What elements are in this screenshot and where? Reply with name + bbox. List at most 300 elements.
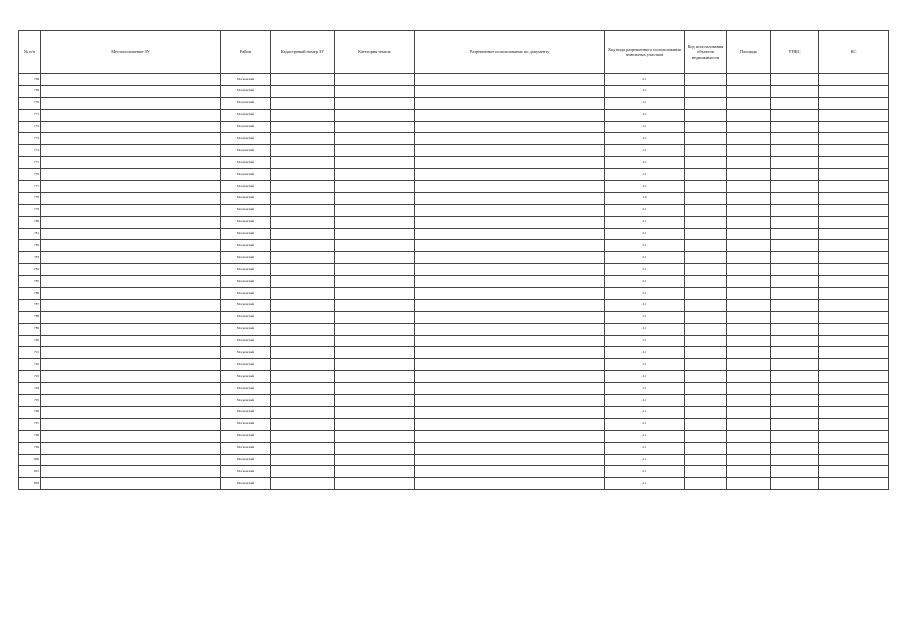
- cell-land-category: [335, 442, 415, 454]
- cell-property-code: [685, 121, 727, 133]
- cell-district: Московский: [221, 299, 271, 311]
- cell-district: Московский: [221, 288, 271, 300]
- cell-cadastral-number: [271, 359, 335, 371]
- cell-number: 779: [19, 204, 41, 216]
- cell-district: Московский: [221, 359, 271, 371]
- cell-property-code: [685, 299, 727, 311]
- cell-use-code: 2.1: [605, 359, 685, 371]
- cell-property-code: [685, 181, 727, 193]
- cell-location: [41, 97, 221, 109]
- cell-ks: [819, 299, 889, 311]
- cell-land-category: [335, 157, 415, 169]
- cell-permitted-use: [415, 121, 605, 133]
- cell-land-category: [335, 85, 415, 97]
- cell-area: [727, 97, 771, 109]
- cell-upks: [771, 442, 819, 454]
- cell-land-category: [335, 74, 415, 86]
- cell-property-code: [685, 311, 727, 323]
- cell-ks: [819, 276, 889, 288]
- cell-cadastral-number: [271, 383, 335, 395]
- cell-land-category: [335, 204, 415, 216]
- cell-area: [727, 406, 771, 418]
- cell-district: Московский: [221, 395, 271, 407]
- cell-location: [41, 228, 221, 240]
- cell-property-code: [685, 85, 727, 97]
- cell-use-code: 2.1: [605, 157, 685, 169]
- cell-property-code: [685, 192, 727, 204]
- cell-ks: [819, 121, 889, 133]
- table-row: [19, 406, 889, 418]
- cell-cadastral-number: [271, 406, 335, 418]
- cell-cadastral-number: [271, 145, 335, 157]
- cell-number: 786: [19, 288, 41, 300]
- cell-land-category: [335, 371, 415, 383]
- cell-land-category: [335, 335, 415, 347]
- cell-cadastral-number: [271, 85, 335, 97]
- cell-property-code: [685, 442, 727, 454]
- cell-district: Московский: [221, 323, 271, 335]
- cell-cadastral-number: [271, 228, 335, 240]
- cell-property-code: [685, 157, 727, 169]
- cell-property-code: [685, 347, 727, 359]
- cell-area: [727, 442, 771, 454]
- table-row: [19, 323, 889, 335]
- cell-ks: [819, 335, 889, 347]
- cell-number: 782: [19, 240, 41, 252]
- cell-permitted-use: [415, 335, 605, 347]
- cell-area: [727, 133, 771, 145]
- cell-property-code: [685, 228, 727, 240]
- cell-ks: [819, 466, 889, 478]
- cell-use-code: 2.1: [605, 74, 685, 86]
- cell-use-code: 2.1: [605, 240, 685, 252]
- cell-land-category: [335, 109, 415, 121]
- table-row: [19, 74, 889, 86]
- cell-cadastral-number: [271, 181, 335, 193]
- table-row: [19, 252, 889, 264]
- header-land-category: Категория земель: [335, 31, 415, 74]
- cell-location: [41, 383, 221, 395]
- cell-number: 770: [19, 97, 41, 109]
- cell-area: [727, 276, 771, 288]
- cell-ks: [819, 347, 889, 359]
- cell-number: 790: [19, 335, 41, 347]
- cell-use-code: 2.1: [605, 216, 685, 228]
- cell-permitted-use: [415, 240, 605, 252]
- cell-cadastral-number: [271, 109, 335, 121]
- table-row: [19, 466, 889, 478]
- cell-use-code: 2.1: [605, 97, 685, 109]
- table-row: [19, 454, 889, 466]
- cell-upks: [771, 109, 819, 121]
- cell-cadastral-number: [271, 454, 335, 466]
- cell-land-category: [335, 252, 415, 264]
- cell-permitted-use: [415, 299, 605, 311]
- table-row: [19, 133, 889, 145]
- cell-use-code: 2.1: [605, 169, 685, 181]
- cell-cadastral-number: [271, 335, 335, 347]
- cell-district: Московский: [221, 276, 271, 288]
- cell-location: [41, 311, 221, 323]
- cell-use-code: 2.1: [605, 395, 685, 407]
- cell-cadastral-number: [271, 478, 335, 490]
- cell-location: [41, 181, 221, 193]
- header-cadastral-number: Кадастровый номер ЗУ: [271, 31, 335, 74]
- cell-permitted-use: [415, 145, 605, 157]
- cell-land-category: [335, 454, 415, 466]
- cell-location: [41, 442, 221, 454]
- cell-permitted-use: [415, 395, 605, 407]
- cell-cadastral-number: [271, 121, 335, 133]
- cell-area: [727, 288, 771, 300]
- cell-land-category: [335, 228, 415, 240]
- cell-permitted-use: [415, 74, 605, 86]
- cell-area: [727, 311, 771, 323]
- cell-number: 777: [19, 181, 41, 193]
- cell-location: [41, 299, 221, 311]
- cell-property-code: [685, 371, 727, 383]
- cell-property-code: [685, 145, 727, 157]
- table-row: [19, 97, 889, 109]
- cell-area: [727, 383, 771, 395]
- table-row: [19, 418, 889, 430]
- cell-cadastral-number: [271, 240, 335, 252]
- cell-upks: [771, 371, 819, 383]
- cell-district: Московский: [221, 145, 271, 157]
- cell-land-category: [335, 478, 415, 490]
- cell-cadastral-number: [271, 252, 335, 264]
- cell-number: 781: [19, 228, 41, 240]
- cell-upks: [771, 299, 819, 311]
- cell-land-category: [335, 133, 415, 145]
- cell-property-code: [685, 288, 727, 300]
- cell-property-code: [685, 252, 727, 264]
- cell-area: [727, 347, 771, 359]
- cell-location: [41, 133, 221, 145]
- cell-upks: [771, 395, 819, 407]
- header-permitted-use: Разрешенное использование по документу: [415, 31, 605, 74]
- cell-land-category: [335, 288, 415, 300]
- cell-location: [41, 85, 221, 97]
- cell-upks: [771, 192, 819, 204]
- cell-permitted-use: [415, 97, 605, 109]
- cell-location: [41, 264, 221, 276]
- table-row: [19, 395, 889, 407]
- cell-use-code: 2.1: [605, 323, 685, 335]
- cell-number: 775: [19, 157, 41, 169]
- cell-permitted-use: [415, 169, 605, 181]
- cell-use-code: 2.1: [605, 418, 685, 430]
- cell-property-code: [685, 466, 727, 478]
- cell-ks: [819, 395, 889, 407]
- header-district: Район: [221, 31, 271, 74]
- cell-district: Московский: [221, 109, 271, 121]
- cell-number: 769: [19, 85, 41, 97]
- cell-area: [727, 466, 771, 478]
- cell-permitted-use: [415, 276, 605, 288]
- cell-district: Московский: [221, 311, 271, 323]
- header-location: Местоположение ЗУ: [41, 31, 221, 74]
- cell-property-code: [685, 204, 727, 216]
- cell-number: 799: [19, 442, 41, 454]
- header-ks: КС: [819, 31, 889, 74]
- cell-cadastral-number: [271, 395, 335, 407]
- cell-use-code: 2.6: [605, 192, 685, 204]
- cell-land-category: [335, 145, 415, 157]
- table-row: [19, 109, 889, 121]
- cell-land-category: [335, 299, 415, 311]
- table-header: [19, 31, 889, 74]
- cell-location: [41, 454, 221, 466]
- cell-ks: [819, 228, 889, 240]
- cell-permitted-use: [415, 359, 605, 371]
- cell-use-code: 2.1: [605, 347, 685, 359]
- cell-cadastral-number: [271, 430, 335, 442]
- cell-location: [41, 347, 221, 359]
- cell-upks: [771, 323, 819, 335]
- cell-property-code: [685, 169, 727, 181]
- table-row: [19, 181, 889, 193]
- table-row: [19, 240, 889, 252]
- cell-district: Московский: [221, 252, 271, 264]
- cell-area: [727, 252, 771, 264]
- cell-land-category: [335, 276, 415, 288]
- header-area: Площадь: [727, 31, 771, 74]
- cell-upks: [771, 383, 819, 395]
- cell-upks: [771, 216, 819, 228]
- cell-permitted-use: [415, 181, 605, 193]
- cell-cadastral-number: [271, 466, 335, 478]
- cell-ks: [819, 406, 889, 418]
- table-row: [19, 359, 889, 371]
- cell-property-code: [685, 395, 727, 407]
- cell-location: [41, 121, 221, 133]
- cell-upks: [771, 359, 819, 371]
- cell-ks: [819, 323, 889, 335]
- cell-permitted-use: [415, 371, 605, 383]
- cell-area: [727, 181, 771, 193]
- cell-district: Московский: [221, 335, 271, 347]
- cell-cadastral-number: [271, 276, 335, 288]
- cell-location: [41, 323, 221, 335]
- cell-upks: [771, 454, 819, 466]
- cell-area: [727, 264, 771, 276]
- cell-property-code: [685, 133, 727, 145]
- cell-district: Московский: [221, 347, 271, 359]
- cell-land-category: [335, 383, 415, 395]
- cell-district: Московский: [221, 478, 271, 490]
- table-row: [19, 157, 889, 169]
- cell-area: [727, 216, 771, 228]
- cell-cadastral-number: [271, 74, 335, 86]
- cell-location: [41, 335, 221, 347]
- cell-number: 795: [19, 395, 41, 407]
- cell-upks: [771, 264, 819, 276]
- cell-ks: [819, 288, 889, 300]
- cell-use-code: 2.1: [605, 288, 685, 300]
- cell-ks: [819, 192, 889, 204]
- cell-district: Московский: [221, 169, 271, 181]
- cell-district: Московский: [221, 430, 271, 442]
- cell-district: Московский: [221, 228, 271, 240]
- cell-use-code: 2.1: [605, 406, 685, 418]
- cell-area: [727, 228, 771, 240]
- cell-location: [41, 466, 221, 478]
- cell-use-code: 2.1: [605, 371, 685, 383]
- cell-ks: [819, 216, 889, 228]
- cell-land-category: [335, 466, 415, 478]
- cell-area: [727, 395, 771, 407]
- cell-permitted-use: [415, 347, 605, 359]
- land-register-table: [18, 30, 889, 490]
- cell-upks: [771, 347, 819, 359]
- cell-location: [41, 478, 221, 490]
- cell-use-code: 2.1: [605, 430, 685, 442]
- cell-number: 798: [19, 430, 41, 442]
- cell-upks: [771, 97, 819, 109]
- cell-ks: [819, 240, 889, 252]
- cell-number: 791: [19, 347, 41, 359]
- cell-permitted-use: [415, 204, 605, 216]
- cell-ks: [819, 371, 889, 383]
- header-property-code: Код использования объектов недвижимости: [685, 31, 727, 74]
- table-row: [19, 228, 889, 240]
- cell-cadastral-number: [271, 216, 335, 228]
- cell-district: Московский: [221, 181, 271, 193]
- cell-district: Московский: [221, 466, 271, 478]
- cell-upks: [771, 466, 819, 478]
- cell-area: [727, 478, 771, 490]
- cell-location: [41, 74, 221, 86]
- cell-property-code: [685, 74, 727, 86]
- cell-land-category: [335, 240, 415, 252]
- header-upks: УПКС: [771, 31, 819, 74]
- cell-upks: [771, 240, 819, 252]
- cell-district: Московский: [221, 264, 271, 276]
- cell-use-code: 2.1: [605, 276, 685, 288]
- cell-ks: [819, 418, 889, 430]
- cell-number: 802: [19, 478, 41, 490]
- cell-land-category: [335, 323, 415, 335]
- cell-cadastral-number: [271, 347, 335, 359]
- cell-ks: [819, 252, 889, 264]
- cell-property-code: [685, 109, 727, 121]
- cell-use-code: 2.1: [605, 454, 685, 466]
- cell-upks: [771, 228, 819, 240]
- cell-district: Московский: [221, 74, 271, 86]
- cell-ks: [819, 430, 889, 442]
- cell-upks: [771, 335, 819, 347]
- cell-ks: [819, 109, 889, 121]
- cell-upks: [771, 181, 819, 193]
- cell-cadastral-number: [271, 157, 335, 169]
- cell-area: [727, 299, 771, 311]
- cell-use-code: 2.1: [605, 335, 685, 347]
- cell-land-category: [335, 430, 415, 442]
- cell-upks: [771, 157, 819, 169]
- cell-use-code: 2.1: [605, 204, 685, 216]
- cell-upks: [771, 406, 819, 418]
- cell-ks: [819, 181, 889, 193]
- cell-area: [727, 359, 771, 371]
- cell-permitted-use: [415, 192, 605, 204]
- cell-district: Московский: [221, 418, 271, 430]
- cell-location: [41, 145, 221, 157]
- cell-cadastral-number: [271, 192, 335, 204]
- cell-area: [727, 430, 771, 442]
- cell-permitted-use: [415, 442, 605, 454]
- cell-district: Московский: [221, 133, 271, 145]
- cell-district: Московский: [221, 371, 271, 383]
- cell-area: [727, 240, 771, 252]
- cell-upks: [771, 133, 819, 145]
- cell-location: [41, 252, 221, 264]
- cell-upks: [771, 85, 819, 97]
- cell-area: [727, 169, 771, 181]
- cell-permitted-use: [415, 454, 605, 466]
- cell-property-code: [685, 323, 727, 335]
- cell-permitted-use: [415, 478, 605, 490]
- cell-location: [41, 240, 221, 252]
- cell-ks: [819, 145, 889, 157]
- cell-cadastral-number: [271, 133, 335, 145]
- cell-property-code: [685, 240, 727, 252]
- cell-area: [727, 109, 771, 121]
- cell-number: 768: [19, 74, 41, 86]
- cell-property-code: [685, 97, 727, 109]
- cell-use-code: 2.1: [605, 145, 685, 157]
- cell-permitted-use: [415, 406, 605, 418]
- cell-number: 787: [19, 299, 41, 311]
- table-row: [19, 371, 889, 383]
- cell-ks: [819, 204, 889, 216]
- cell-cadastral-number: [271, 264, 335, 276]
- cell-number: 772: [19, 121, 41, 133]
- cell-number: 788: [19, 311, 41, 323]
- cell-ks: [819, 157, 889, 169]
- cell-ks: [819, 74, 889, 86]
- cell-property-code: [685, 264, 727, 276]
- cell-location: [41, 418, 221, 430]
- cell-permitted-use: [415, 109, 605, 121]
- cell-number: 776: [19, 169, 41, 181]
- cell-area: [727, 192, 771, 204]
- table-row: [19, 383, 889, 395]
- cell-use-code: 2.1: [605, 478, 685, 490]
- table-row: [19, 442, 889, 454]
- cell-location: [41, 371, 221, 383]
- cell-location: [41, 359, 221, 371]
- cell-property-code: [685, 454, 727, 466]
- cell-area: [727, 418, 771, 430]
- cell-permitted-use: [415, 252, 605, 264]
- table-row: [19, 288, 889, 300]
- cell-number: 774: [19, 145, 41, 157]
- cell-cadastral-number: [271, 97, 335, 109]
- cell-number: 773: [19, 133, 41, 145]
- cell-ks: [819, 85, 889, 97]
- cell-district: Московский: [221, 216, 271, 228]
- cell-upks: [771, 311, 819, 323]
- cell-permitted-use: [415, 430, 605, 442]
- cell-cadastral-number: [271, 299, 335, 311]
- cell-upks: [771, 478, 819, 490]
- cell-upks: [771, 121, 819, 133]
- cell-district: Московский: [221, 157, 271, 169]
- cell-permitted-use: [415, 157, 605, 169]
- table-row: [19, 264, 889, 276]
- cell-use-code: 2.1: [605, 109, 685, 121]
